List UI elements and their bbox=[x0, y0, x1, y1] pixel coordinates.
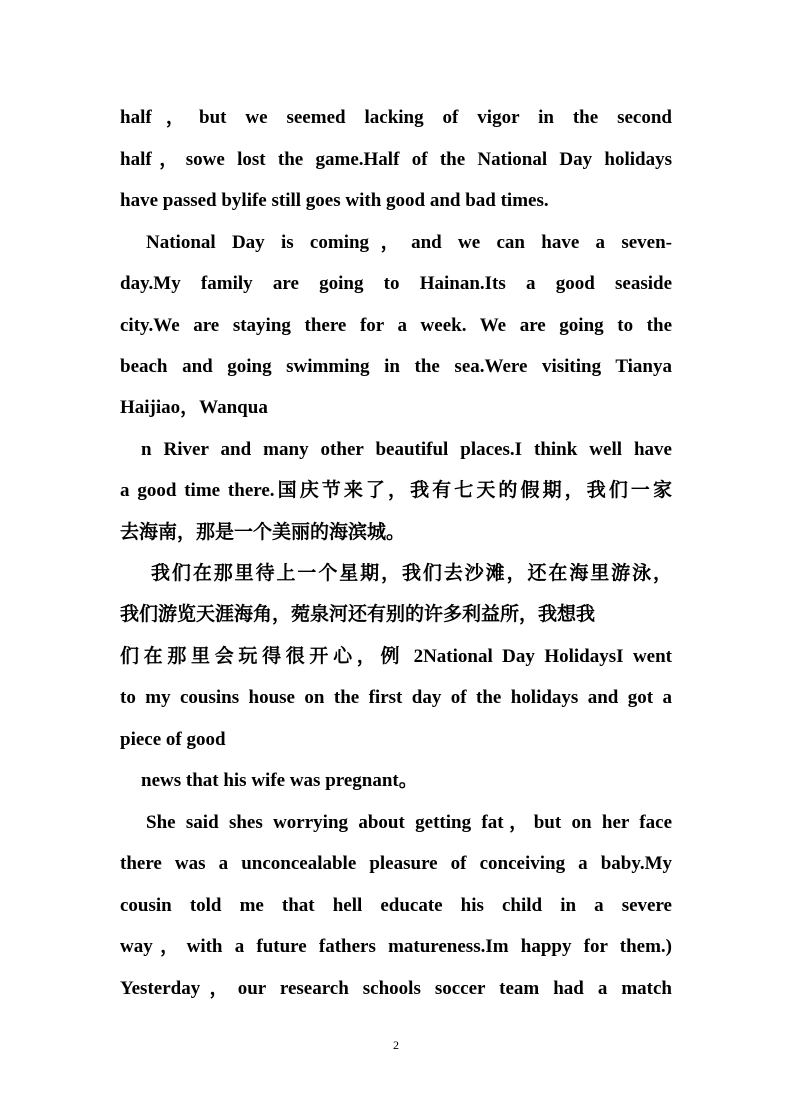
text-line: news that his wife was pregnant。 bbox=[141, 770, 418, 791]
text-line: have passed bylife still goes with good and bad times. bbox=[120, 190, 549, 211]
text-line: there was a unconcealable pleasure of conceiving a baby.My bbox=[120, 853, 672, 874]
text-line: cousin told me that hell educate his child in a severe bbox=[120, 895, 672, 916]
page-number: 2 bbox=[393, 1038, 399, 1052]
text-line: 去海南，那是一个美丽的海滨城。 bbox=[120, 522, 406, 543]
text-line: Yesterday，our research schools soccer team had a match bbox=[120, 978, 672, 999]
text-line: way，with a future fathers matureness.Im happy for them.) bbox=[120, 936, 672, 957]
text-line: National Day is coming，and we can have a seven- bbox=[146, 232, 672, 253]
text-line: day.My family are going to Hainan.Its a good seaside bbox=[120, 273, 672, 294]
text-line: half，sowe lost the game.Half of the National Day holidays bbox=[120, 149, 672, 170]
text-line: piece of good bbox=[120, 729, 226, 750]
text-line: n River and many other beautiful places.I think well have bbox=[141, 439, 672, 460]
text-line: a good time there.国庆节来了，我有七天的假期，我们一家 bbox=[120, 480, 672, 501]
text-line: half，but we seemed lacking of vigor in the second bbox=[120, 107, 672, 128]
text-line: city.We are staying there for a week. We are going to the bbox=[120, 315, 672, 336]
text-line: 们在那里会玩得很开心，例 2National Day HolidaysI went bbox=[120, 646, 672, 667]
text-line: Haijiao，Wanqua bbox=[120, 397, 268, 418]
text-line: to my cousins house on the first day of the holidays and got a bbox=[120, 687, 672, 708]
text-line: She said shes worrying about getting fat，but on her face bbox=[146, 812, 672, 833]
text-line: beach and going swimming in the sea.Were visiting Tianya bbox=[120, 356, 672, 377]
text-line: 我们游览天涯海角，菀泉河还有别的许多利益所，我想我 bbox=[120, 604, 596, 625]
text-line: 我们在那里待上一个星期，我们去沙滩，还在海里游泳， bbox=[151, 563, 672, 584]
